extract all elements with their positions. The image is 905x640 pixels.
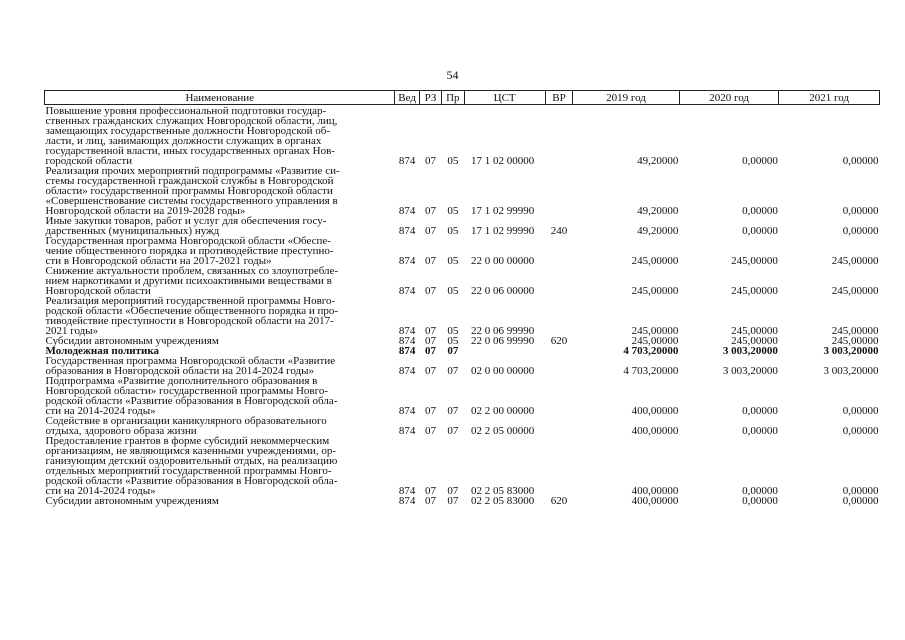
cell-2019: 400,00000 (631, 485, 679, 497)
name-line: родской области «Развитие образования в Новгородской обла- (45, 395, 338, 407)
cell-2019: 245,00000 (631, 325, 679, 337)
header-2020: 2020 год (679, 91, 779, 105)
cell-2019: 400,00000 (631, 495, 679, 507)
header-ved: Вед (395, 91, 419, 105)
cell-cst: 02 0 00 00000 (471, 365, 535, 377)
cell-2021: 0,00000 (842, 225, 879, 237)
cell-ved: 874 (398, 325, 416, 337)
cell-name (45, 416, 395, 436)
cell-name (45, 216, 395, 236)
cell-cst: 22 0 06 99990 (471, 335, 535, 347)
cell-2020: 3 003,20000 (722, 345, 778, 357)
name-line: государственной власти, иных государственных органах Нов- (45, 145, 335, 157)
name-line: отдыха, здорового образа жизни (45, 425, 197, 437)
cell-2021: 0,00000 (842, 425, 879, 437)
cell-pr: 05 (447, 285, 459, 297)
table-row (45, 166, 880, 216)
cell-2020: 245,00000 (731, 325, 778, 337)
name-line: ственных гражданских служащих Новгородской области, лиц, (45, 115, 338, 127)
cell-rz: 07 (425, 255, 436, 267)
cell-rz: 07 (425, 425, 436, 437)
name-line: ласти, и лиц, занимающих должности служащих в органах (45, 135, 322, 147)
cell-vr: 620 (550, 335, 568, 347)
name-line: дарственных (муниципальных) нужд (45, 225, 220, 237)
cell-vr: 620 (550, 495, 568, 507)
name-line: отдельных мероприятий государственной программы Новго- (45, 465, 332, 477)
cell-2019: 49,20000 (637, 225, 679, 237)
cell-ved: 874 (398, 345, 416, 357)
cell-ved: 874 (398, 495, 416, 507)
cell-rz: 07 (425, 225, 436, 237)
cell-pr: 05 (447, 335, 459, 347)
name-line: сти на 2014-2024 годы» (45, 405, 156, 417)
cell-2021: 3 003,20000 (823, 365, 879, 377)
cell-2020: 0,00000 (742, 425, 778, 437)
cell-2020: 245,00000 (731, 335, 778, 347)
cell-2021: 0,00000 (842, 405, 879, 417)
name-line: сти на 2014-2024 годы» (45, 485, 156, 497)
cell-cst: 22 0 00 00000 (471, 255, 535, 267)
name-line: сти в Новгородской области на 2017-2021 годы» (45, 255, 272, 267)
cell-name (45, 236, 395, 266)
cell-2021: 0,00000 (842, 495, 879, 507)
name-line: замещающих государственные должности Новгородской об- (45, 125, 331, 137)
cell-2020: 0,00000 (742, 205, 778, 217)
cell-ved: 874 (398, 205, 416, 217)
cell-vr (545, 296, 572, 336)
header-2021: 2021 год (779, 91, 880, 105)
cell-vr (545, 266, 572, 296)
table-row (45, 236, 880, 266)
cell-cst: 17 1 02 00000 (471, 155, 535, 167)
cell-ved: 874 (398, 335, 416, 347)
cell-vr (545, 356, 572, 376)
cell-cst: 02 2 05 83000 (471, 495, 535, 507)
cell-2019: 400,00000 (631, 405, 679, 417)
cell-name (45, 496, 395, 506)
cell-rz: 07 (425, 345, 436, 357)
name-line: Снижение актуальности проблем, связанных со злоупотребле- (45, 265, 339, 277)
cell-2021: 3 003,20000 (823, 345, 879, 357)
cell-name (45, 356, 395, 376)
cell-2020: 0,00000 (742, 405, 778, 417)
cell-rz: 07 (425, 365, 436, 377)
cell-2019: 245,00000 (631, 285, 679, 297)
cell-pr: 07 (447, 425, 459, 437)
table-row (45, 216, 880, 236)
cell-vr (545, 166, 572, 216)
cell-rz: 07 (425, 285, 436, 297)
name-line: 2021 годы» (45, 325, 99, 337)
cell-ved: 874 (398, 285, 416, 297)
name-line: Субсидии автономным учреждениям (45, 335, 219, 347)
cell-2019: 4 703,20000 (623, 365, 679, 377)
cell-rz: 07 (425, 495, 436, 507)
table-body (45, 105, 880, 507)
cell-rz: 07 (425, 335, 436, 347)
cell-pr: 05 (447, 205, 459, 217)
header-vr: ВР (545, 91, 572, 105)
cell-vr (545, 416, 572, 436)
cell-2019: 4 703,20000 (623, 345, 679, 357)
cell-vr (545, 376, 572, 416)
table-row (45, 105, 880, 167)
cell-pr: 05 (447, 255, 459, 267)
cell-name (45, 166, 395, 216)
table-row (45, 266, 880, 296)
cell-cst: 22 0 06 99990 (471, 325, 535, 337)
cell-2021: 0,00000 (842, 485, 879, 497)
cell-2019: 245,00000 (631, 335, 679, 347)
table-row (45, 376, 880, 416)
cell-vr (545, 105, 572, 167)
header-cst: ЦСТ (464, 91, 545, 105)
page-number: 54 (446, 68, 459, 82)
cell-2021: 245,00000 (831, 335, 879, 347)
header-rz: РЗ (419, 91, 441, 105)
name-line: нием наркотиками и другими психоактивными веществами в (45, 275, 332, 287)
cell-ved: 874 (398, 155, 416, 167)
cell-2021: 245,00000 (831, 285, 879, 297)
name-line: родской области «Обеспечение общественного порядка и про- (45, 305, 339, 317)
cell-2021: 0,00000 (842, 155, 879, 167)
cell-cst: 17 1 02 99990 (471, 225, 535, 237)
cell-name (45, 266, 395, 296)
header-pr: Пр (442, 91, 464, 105)
cell-ved: 874 (398, 255, 416, 267)
name-line: Государственная программа Новгородской области «Развитие (45, 355, 336, 367)
name-line: ганизующим детский оздоровительный отдых, на реализацию (45, 455, 338, 467)
table-row (45, 356, 880, 376)
header-name: Наименование (45, 91, 395, 105)
cell-2020: 0,00000 (742, 155, 778, 167)
cell-vr (545, 436, 572, 496)
name-line: Новгородской области» государственной программы Новго- (45, 385, 329, 397)
cell-2021: 245,00000 (831, 255, 879, 267)
cell-pr: 05 (447, 155, 459, 167)
cell-2020: 0,00000 (742, 225, 778, 237)
cell-ved: 874 (398, 485, 416, 497)
table-row (45, 496, 880, 506)
cell-vr: 240 (550, 225, 568, 237)
cell-2020: 245,00000 (731, 285, 778, 297)
cell-cst (464, 346, 545, 356)
name-line: «Совершенствование системы государственного управления в (45, 195, 338, 207)
cell-ved: 874 (398, 425, 416, 437)
cell-pr: 07 (447, 365, 459, 377)
cell-rz: 07 (425, 155, 436, 167)
cell-name (45, 296, 395, 336)
name-line: Государственная программа Новгородской области «Обеспе- (45, 235, 331, 247)
name-line: образования в Новгородской области на 2014-2024 годы» (45, 365, 315, 377)
cell-pr: 07 (447, 495, 459, 507)
table-row (45, 436, 880, 496)
cell-2020: 3 003,20000 (722, 365, 778, 377)
name-line: Субсидии автономным учреждениям (45, 495, 219, 507)
cell-vr (545, 346, 572, 356)
cell-cst: 17 1 02 99990 (471, 205, 535, 217)
name-line: городской области (45, 155, 133, 167)
cell-name (45, 436, 395, 496)
name-line: Подпрограмма «Развитие дополнительного образования в (45, 375, 318, 387)
cell-2020: 0,00000 (742, 495, 778, 507)
name-line: Реализация прочих мероприятий подпрограммы «Развитие си- (45, 165, 340, 177)
cell-rz: 07 (425, 325, 436, 337)
name-line: Повышение уровня профессиональной подготовки государ- (45, 105, 327, 117)
cell-2019: 49,20000 (637, 205, 679, 217)
cell-rz: 07 (425, 205, 436, 217)
cell-ved: 874 (398, 405, 416, 417)
cell-name (45, 376, 395, 416)
cell-2019: 49,20000 (637, 155, 679, 167)
cell-cst: 02 2 05 00000 (471, 425, 535, 437)
name-line: чение общественного порядка и противодействие преступно- (45, 245, 334, 257)
cell-cst: 22 0 06 00000 (471, 285, 535, 297)
name-line: Содействие в организации каникулярного образовательного (45, 415, 327, 427)
header-2019: 2019 год (573, 91, 680, 105)
cell-name (45, 105, 395, 167)
cell-ved: 874 (398, 365, 416, 377)
cell-rz: 07 (425, 485, 436, 497)
name-line: родской области «Развитие образования в Новгородской обла- (45, 475, 338, 487)
cell-2019: 245,00000 (631, 255, 679, 267)
name-line: Новгородской области на 2019-2028 годы» (45, 205, 246, 217)
table-row (45, 416, 880, 436)
cell-2020: 245,00000 (731, 255, 778, 267)
cell-pr: 05 (447, 225, 459, 237)
budget-table (44, 90, 880, 506)
cell-vr (545, 236, 572, 266)
name-line: Реализация мероприятий государственной программы Новго- (45, 295, 336, 307)
name-line: области» государственной программы Новгородской области (45, 185, 333, 197)
cell-pr: 07 (447, 405, 459, 417)
cell-rz: 07 (425, 405, 436, 417)
cell-2020: 0,00000 (742, 485, 778, 497)
table-header-row (45, 91, 880, 105)
cell-pr: 07 (447, 485, 459, 497)
cell-pr: 05 (447, 325, 459, 337)
cell-cst: 02 2 00 00000 (471, 405, 535, 417)
cell-2021: 0,00000 (842, 205, 879, 217)
cell-ved: 874 (398, 225, 416, 237)
cell-cst: 02 2 05 83000 (471, 485, 535, 497)
table-row (45, 296, 880, 336)
name-line: организациям, не являющимся казенными учреждениями, ор- (45, 445, 336, 457)
name-line: Молодежная политика (45, 345, 160, 357)
cell-pr: 07 (447, 345, 459, 357)
cell-2019: 400,00000 (631, 425, 679, 437)
name-line: Новгородской области (45, 285, 151, 297)
cell-2021: 245,00000 (831, 325, 879, 337)
name-line: Предоставление грантов в форме субсидий некоммерческим (45, 435, 330, 447)
name-line: стемы государственной гражданской службы в Новгородской (45, 175, 334, 187)
name-line: тиводействие преступности в Новгородской области на 2017- (45, 315, 334, 327)
name-line: Иные закупки товаров, работ и услуг для обеспечения госу- (45, 215, 327, 227)
